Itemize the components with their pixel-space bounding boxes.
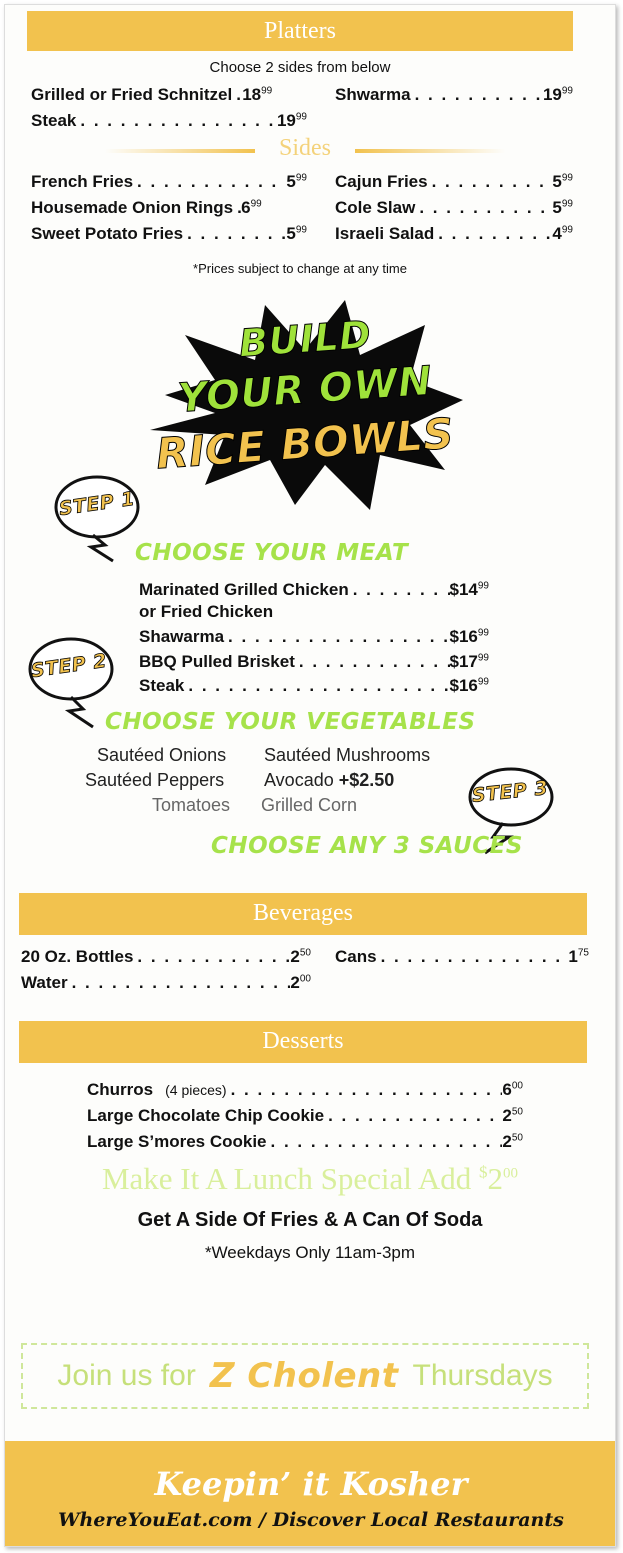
footer-watermark: WhereYouEat.com / Discover Local Restaurants: [58, 1509, 564, 1531]
item-name: Grilled or Fried Schnitzel: [31, 85, 233, 104]
desserts-header: [19, 1021, 587, 1063]
item-price: $\$16^{99}$: [449, 676, 489, 695]
item-name: Marinated Grilled Chicken: [139, 580, 349, 599]
item-name: Housemade Onion Rings: [31, 198, 234, 217]
platters-title: Platters: [264, 18, 336, 44]
vegetable-item: Avocado +$2.50: [264, 770, 395, 790]
item-price: $\$16^{99}$: [449, 627, 489, 646]
item-price: $4^{99}$: [552, 224, 573, 243]
beverages-title: Beverages: [253, 900, 353, 926]
item-name-line2: or Fried Chicken: [139, 602, 274, 621]
vegetable-item: Sautéed Onions: [97, 745, 227, 765]
item-name: Churros: [87, 1080, 154, 1099]
item-name: Cole Slaw: [335, 198, 416, 217]
menu-item: [335, 198, 573, 218]
sides-divider-left: [105, 149, 255, 153]
item-name: Cans: [335, 947, 377, 966]
menu-item: [31, 224, 307, 244]
item-price: $\$17^{99}$: [449, 652, 489, 671]
menu-page: [4, 4, 616, 1547]
platters-header: [27, 11, 573, 51]
price-note: *Prices subject to change at any time: [193, 261, 407, 276]
vegetable-item: Sautéed Peppers: [85, 770, 225, 790]
menu-item: [87, 1080, 523, 1100]
vegetable-item: Tomatoes: [152, 795, 231, 815]
item-price: $2^{00}$: [290, 973, 311, 992]
item-name: Israeli Salad: [335, 224, 435, 243]
rice-bowls-line2: YOUR OWN: [176, 358, 434, 422]
meat-item: [139, 652, 489, 672]
step2-title: CHOOSE YOUR VEGETABLES: [105, 709, 476, 735]
sides-divider-right: [355, 149, 505, 153]
item-price: $19^{99}$: [542, 85, 573, 104]
desserts-title: Desserts: [262, 1028, 344, 1054]
menu-item: [335, 172, 573, 192]
step3-badge: STEP 3: [470, 777, 550, 807]
item-note: (4 pieces): [165, 1082, 227, 1098]
sides-title: Sides: [278, 135, 331, 161]
item-price: $\$14^{99}$: [449, 580, 489, 599]
beverages-header: [19, 893, 587, 935]
lunch-special-detail: Get A Side Of Fries & A Can Of Soda: [137, 1209, 483, 1231]
menu-item: [335, 947, 589, 967]
cholent-post: Thursdays: [412, 1359, 553, 1392]
menu-item: [335, 85, 573, 105]
step1-badge: STEP 1: [57, 487, 137, 521]
footer-slogan: Keepin’ it Kosher: [154, 1465, 468, 1503]
cholent-pre: Join us for: [57, 1359, 196, 1392]
item-price: $5^{99}$: [286, 224, 307, 243]
cholent-highlight: Z Cholent: [209, 1356, 399, 1396]
menu-item: [31, 198, 307, 218]
rice-bowls-line3: RICE BOWLS: [154, 408, 456, 479]
item-name: 20 Oz. Bottles: [21, 947, 134, 966]
item-price: $5^{99}$: [552, 198, 573, 217]
item-name: Steak: [139, 676, 185, 695]
cholent-banner: [21, 1343, 589, 1409]
item-price: $5^{99}$: [286, 172, 307, 191]
step1-title: CHOOSE YOUR MEAT: [135, 540, 409, 566]
lunch-special-note: *Weekdays Only 11am-3pm: [204, 1243, 416, 1262]
menu-item: [31, 85, 307, 105]
item-name: Cajun Fries: [335, 172, 428, 191]
item-name: Large Chocolate Chip Cookie: [87, 1106, 325, 1125]
menu-item: [87, 1132, 523, 1152]
step2-badge: STEP 2: [29, 649, 109, 683]
menu-item: [21, 947, 311, 967]
item-price: $6^{00}$: [502, 1080, 523, 1099]
menu-item: [87, 1106, 523, 1126]
item-name: Shawarma: [139, 627, 225, 646]
avocado-upcharge: +$2.50: [338, 770, 395, 790]
item-name: BBQ Pulled Brisket: [139, 652, 295, 671]
rice-bowls-line1: BUILD: [237, 312, 373, 366]
menu-item: [21, 973, 311, 993]
vegetable-item: Grilled Corn: [261, 795, 358, 815]
platters-subtitle: Choose 2 sides from below: [209, 59, 391, 76]
item-name: French Fries: [31, 172, 134, 191]
item-price: $19^{99}$: [276, 111, 307, 130]
item-name: Steak: [31, 111, 77, 130]
item-name: Water: [21, 973, 68, 992]
lunch-special-title: Make It A Lunch Special Add $^{\$}2^{00}$: [101, 1161, 519, 1196]
item-name: Shwarma: [335, 85, 411, 104]
menu-item: [335, 224, 573, 244]
item-price: $5^{99}$: [552, 172, 573, 191]
vegetable-item: Sautéed Mushrooms: [264, 745, 431, 765]
meat-item: [139, 580, 489, 600]
item-price: $6^{99}$: [241, 198, 262, 217]
item-price: $18^{99}$: [242, 85, 273, 104]
item-price: $2^{50}$: [290, 947, 311, 966]
item-price: $1^{75}$: [568, 947, 589, 966]
meat-item: [139, 627, 489, 647]
step3-title: CHOOSE ANY 3 SAUCES: [211, 833, 523, 859]
menu-item: [31, 172, 307, 192]
item-price: $2^{50}$: [502, 1132, 523, 1151]
item-name: Large S’mores Cookie: [87, 1132, 267, 1151]
item-price: $2^{50}$: [502, 1106, 523, 1125]
menu-item: [31, 111, 307, 131]
meat-item: [139, 676, 489, 696]
item-name: Sweet Potato Fries: [31, 224, 184, 243]
